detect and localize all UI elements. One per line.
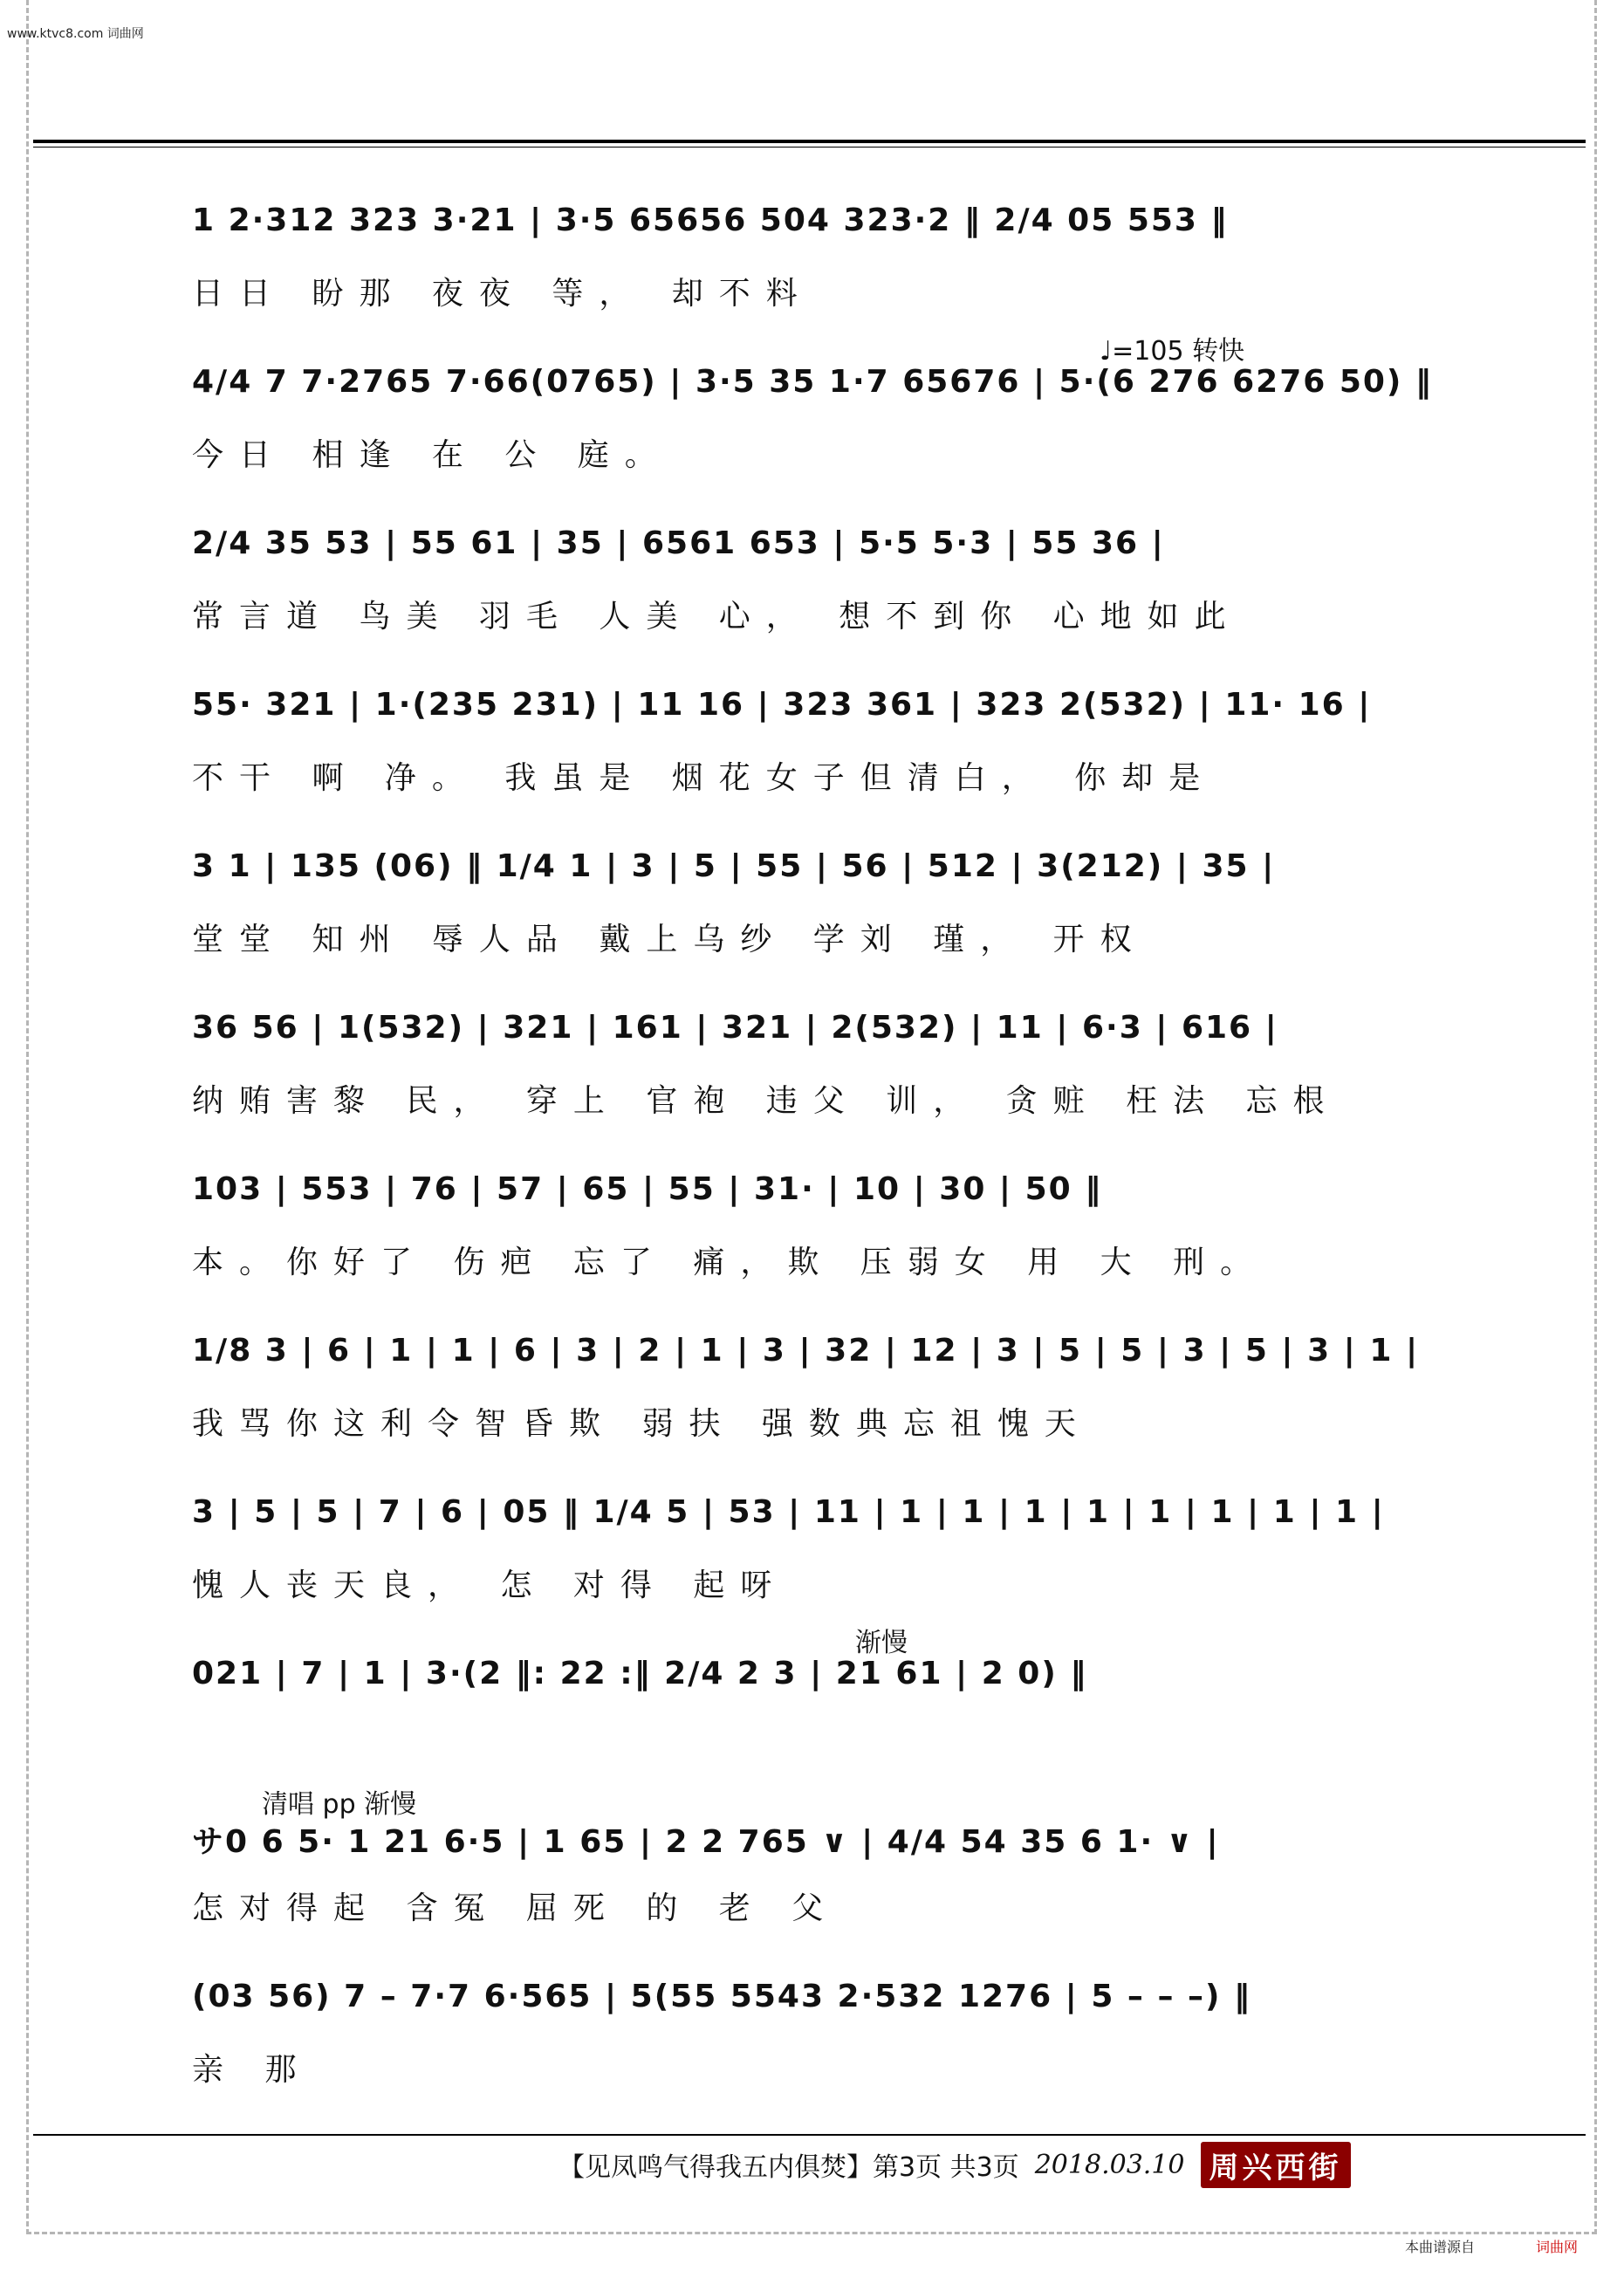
lyrics-row [192, 1722, 1457, 1764]
notation-row: 1 2·312 323 3·21 | 3·5 65656 504 323·2 ‖ 2/4 05 553 ‖ [192, 202, 1229, 238]
score-line [192, 982, 1457, 1143]
lyrics-row: 本。你好了 伤疤 忘了 痛，欺 压弱女 用 大 刑。 [192, 1245, 1268, 1280]
notation-row: 021 | 7 | 1 | 3·(2 ‖: 22 :‖ 2/4 2 3 | 21 61 | 2 0) ‖ [192, 1656, 1088, 1691]
notation-row: 2/4 35 53 | 55 61 | 35 | 6561 653 | 5·5 5·3 | 55 36 | [192, 525, 1165, 561]
lyrics-row: 纳贿害黎 民， 穿上 官袍 违父 训， 贪赃 枉法 忘根 [192, 1083, 1340, 1118]
lyrics-row: 愧人丧天良， 怎 对得 起呀 [192, 1568, 788, 1602]
top-rule [33, 140, 1586, 143]
score-line [192, 175, 1457, 336]
score-line [192, 1628, 1457, 1789]
notation-row: 3 | 5 | 5 | 7 | 6 | 05 ‖ 1/4 5 | 53 | 11 | 1 | 1 | 1 | 1 | 1 | 1 | 1 | 1 | [192, 1494, 1385, 1530]
notation-row: 1/8 3 | 6 | 1 | 1 | 6 | 3 | 2 | 1 | 3 | 32 | 12 | 3 | 5 | 5 | 3 | 5 | 3 | 1 | [192, 1333, 1420, 1369]
lyrics-row: 堂堂 知州 辱人品 戴上乌纱 学刘 瑾， 开权 [192, 922, 1148, 957]
lyrics-row: 亲 那 [192, 2052, 312, 2087]
lyrics-row: 不干 啊 净。 我虽是 烟花女子但清白， 你却是 [192, 760, 1216, 795]
logo: 周兴西街 [1201, 2142, 1351, 2188]
score-line [192, 1789, 1457, 1951]
score-line [192, 1143, 1457, 1305]
footer-rule [33, 2134, 1586, 2136]
score-line [192, 497, 1457, 659]
lyrics-row: 日日 盼那 夜夜 等， 却不料 [192, 276, 813, 311]
notation-row: サ0 6 5· 1 21 6·5 | 1 65 | 2 2 765 ∨ | 4/4 54 35 6 1· ∨ | [192, 1824, 1220, 1860]
credit-site-link[interactable]: 词曲网 [1536, 2239, 1579, 2255]
tempo-mark: ♩=105 转快 [1100, 336, 1245, 367]
footer-title: 【见凤鸣气得我五内俱焚】第3页 共3页 [558, 2152, 1019, 2183]
notation-row: (03 56) 7 – 7·7 6·565 | 5(55 5543 2·532 1276 | 5 – – –) ‖ [192, 1979, 1251, 2014]
score-line [192, 659, 1457, 820]
score-line [192, 336, 1457, 497]
expression-mark: 清唱 pp 渐慢 [262, 1789, 417, 1820]
notation-row: 36 56 | 1(532) | 321 | 161 | 321 | 2(532) | 11 | 6·3 | 616 | [192, 1010, 1278, 1046]
score-line [192, 820, 1457, 982]
lyrics-row: 怎对得起 含冤 屈死 的 老 父 [192, 1890, 839, 1925]
top-rule-thin [33, 147, 1586, 148]
expression-mark: 渐慢 [855, 1628, 908, 1658]
notation-row: 3 1 | 135 (06) ‖ 1/4 1 | 3 | 5 | 55 | 56 | 512 | 3(212) | 35 | [192, 848, 1276, 884]
lyrics-row: 今日 相逢 在 公 庭。 [192, 437, 672, 472]
footer-date: 2018.03.10 [1034, 2149, 1185, 2180]
notation-row: 103 | 553 | 76 | 57 | 65 | 55 | 31· | 10 | 30 | 50 ‖ [192, 1171, 1103, 1207]
score-line [192, 1305, 1457, 1466]
credit-source: 本曲谱源自 [1405, 2239, 1476, 2255]
score-line [192, 1466, 1457, 1628]
site-url[interactable]: www.ktvc8.com 词曲网 [7, 27, 144, 41]
notation-row: 55· 321 | 1·(235 231) | 11 16 | 323 361 | 323 2(532) | 11· 16 | [192, 687, 1372, 723]
score-body [192, 175, 1457, 2112]
lyrics-row: 常言道 鸟美 羽毛 人美 心， 想不到你 心地如此 [192, 599, 1242, 634]
notation-row: 4/4 7 7·2765 7·66(0765) | 3·5 35 1·7 65676 | 5·(6 276 6276 50) ‖ [192, 364, 1433, 400]
score-line [192, 1951, 1457, 2112]
footer [558, 2138, 1351, 2191]
lyrics-row: 我骂你这利令智昏欺 弱扶 强数典忘祖愧天 [192, 1406, 1092, 1441]
